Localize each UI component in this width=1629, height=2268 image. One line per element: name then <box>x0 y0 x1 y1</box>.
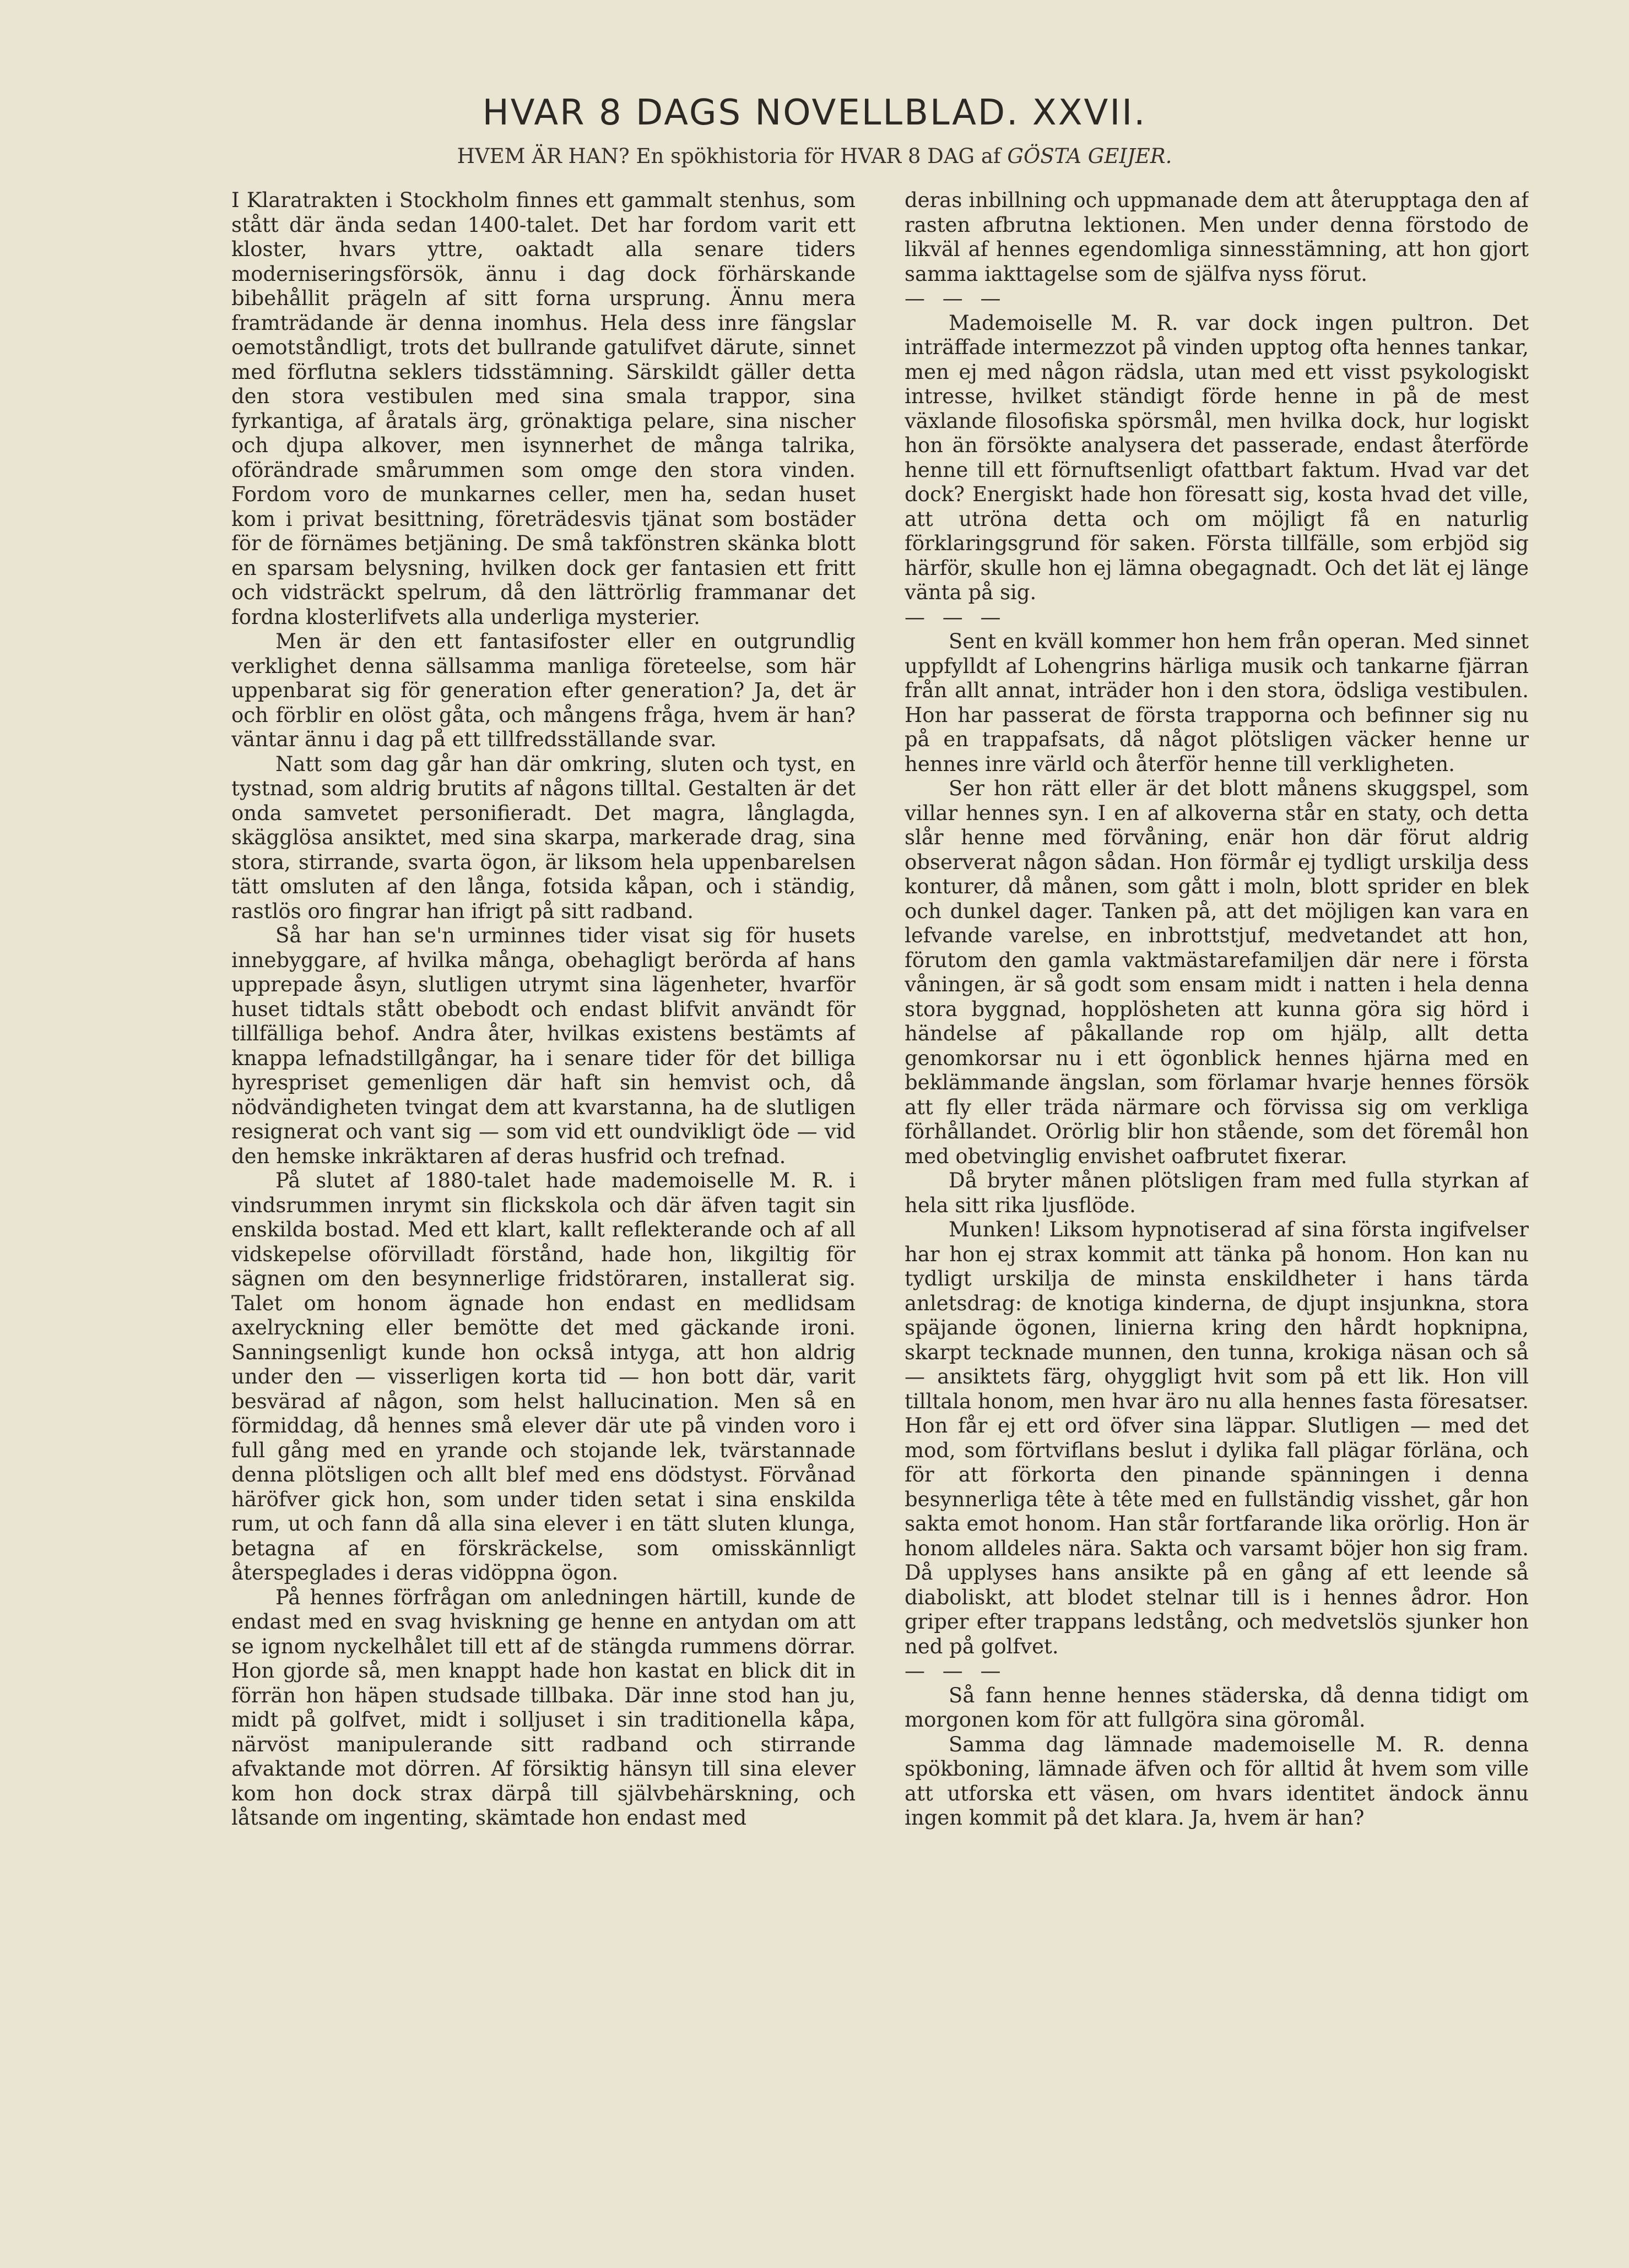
section-divider: — — — <box>905 286 1006 310</box>
paragraph: Då bryter månen plötsligen fram med fulla styrkan af hela sitt rika ljusflöde. <box>905 1169 1529 1217</box>
section-divider: — — — <box>905 1659 1006 1683</box>
paragraph: I Klaratrakten i Stockholm finnes ett gammalt stenhus, som stått där ända sedan 1400-talet. Det har fordom varit ett kloster, hvars yttre, oaktadt alla senare tiders moderniseringsförsök, ännu i dag dock förhärskande bibehållit prägeln af sitt forna ursprung. Ännu mera framträdande är denna inomhus. Hela dess inre fängslar oemotståndligt, trots det bullrande gatulifvet därute, sinnet med förflutna seklers tidsstämning. Särskildt gäller detta den stora vestibulen med sina smala trappor, sina fyrkantiga, af åratals ärg, grönaktiga pelare, sina nischer och djupa alkover, men isynnerhet de många talrika, oförändrade smårummen som omge den stora vinden. Fordom voro de munkarnes celler, men ha, sedan huset kom i privat besittning, företrädesvis tjänat som bostäder för de förnämes betjäning. De små takfönstren skänka blott en sparsam belysning, hvilken dock ger fantasien ett fritt och vidsträckt spelrum, då den lättrörlig frammanar det fordna klosterlifvets alla underliga mysterier. <box>231 188 856 629</box>
paragraph: Så fann henne hennes städerska, då denna tidigt om morgonen kom för att fullgöra sina göromål. <box>905 1683 1529 1732</box>
paragraph: På slutet af 1880-talet hade mademoiselle M. R. i vindsrummen inrymt sin flickskola och där äfven tagit sin enskilda bostad. Med ett klart, kallt reflekterande och af all vidskepelse oförvilladt förstånd, hade hon, likgiltig för sägnen om den besynnerlige fridstöraren, installerat sig. Talet om honom ägnade hon endast en medlidsam axelryckning eller bemötte det med gäckande ironi. Sanningsenligt kunde hon också intyga, att hon aldrig under den — visserligen korta tid — hon bott där, varit besvärad af någon, som helst hallucination. Men så en förmiddag, då hennes små elever där ute på vinden voro i full gång med en yrande och stojande lek, tvärstannade denna plötsligen och allt blef med ens dödstyst. Förvånad häröfver gick hon, som under tiden setat i sina enskilda rum, ut och fann då alla sina elever i en tätt sluten klunga, betagna af en förskräckelse, som omisskännligt återspeglades i deras vidöppna ögon. <box>231 1169 856 1585</box>
paragraph: Samma dag lämnade mademoiselle M. R. denna spökboning, lämnade äfven och för alltid åt hvem som ville att utforska ett väsen, om hvars identitet ändock ännu ingen kommit på det klara. Ja, hvem är han? <box>905 1732 1529 1830</box>
section-divider: — — — <box>905 605 1006 629</box>
story-heading <box>0 144 1629 168</box>
paragraph: Mademoiselle M. R. var dock ingen pultron. Det inträffade intermezzot på vinden upptog ofta hennes tankar, men ej med någon rädsla, utan med ett visst psykologiskt intresse, hvilket ständigt förde henne in på de mest växlande filosofiska spörsmål, men hvilka dock, hur logiskt hon än försökte analysera det passerade, endast återförde henne till ett förnuftsenligt ofattbart faktum. Hvad var det dock? Energiskt hade hon föresatt sig, kosta hvad det ville, att utröna detta och om möjligt få en naturlig förklaringsgrund för saken. Första tillfälle, som erbjöd sig härför, skulle hon ej lämna obegagnadt. Och det lät ej länge vänta på sig. <box>905 311 1529 604</box>
story-author: GÖSTA GEIJER. <box>1007 144 1172 168</box>
paragraph: Sent en kväll kommer hon hem från operan. Med sinnet uppfylldt af Lohengrins härliga musik och tankarne fjärran från allt annat, inträder hon i den stora, ödsliga vestibulen. Hon har passerat de första trapporna och befinner sig nu på en trappafsats, då något plötsligen väcker henne ur hennes inre värld och återför henne till verkligheten. <box>905 630 1529 776</box>
paragraph: Natt som dag går han där omkring, sluten och tyst, en tystnad, som aldrig brutits af någons tilltal. Gestalten är det onda samvetet personifieradt. Det magra, långlagda, skägglösa ansiktet, med sina skarpa, markerade drag, sina stora, stirrande, svarta ögon, är liksom hela uppenbarelsen tätt omsluten af den långa, fotsida kåpan, och i ständig, rastlös oro fingrar han ifrigt på sitt radband. <box>231 752 856 923</box>
article-column-left <box>231 188 856 2171</box>
paragraph: Så har han se'n urminnes tider visat sig för husets innebyggare, af hvilka många, obehagligt berörda af hans upprepade åsyn, slutligen utrymt sina lägenheter, hvarför huset tidtals stått obebodt och endast blifvit användt för tillfälliga behof. Andra åter, hvilkas existens bestämts af knappa lefnadstillgångar, ha i senare tider för det billiga hyrespriset gemenligen där haft sin hemvist och, då nödvändigheten tvingat dem att kvarstanna, ha de slutligen resignerat och vant sig — som vid ett oundvikligt öde — vid den hemske inkräktaren af deras husfrid och trefnad. <box>231 924 856 1168</box>
article-column-right <box>905 188 1529 2171</box>
paragraph: På hennes förfrågan om anledningen härtill, kunde de endast med en svag hviskning ge henne en antydan om att se ignom nyckelhålet till ett af de stängda rummens dörrar. Hon gjorde så, men knappt hade hon kastat en blick dit in förrän hon häpen studsade tillbaka. Där inne stod han ju, midt på golfvet, midt i solljuset i sin traditionella kåpa, närvöst manipulerande sitt radband och stirrande afvaktande mot dörren. Af försiktig hänsyn till sina elever kom hon dock strax därpå till självbehärskning, och låtsande om ingenting, skämtade hon endast med <box>231 1585 856 1830</box>
page-title: HVAR 8 DAGS NOVELLBLAD. XXVII. <box>482 93 1147 133</box>
story-heading-text: HVEM ÄR HAN? En spökhistoria för HVAR 8 DAG af <box>457 144 1008 168</box>
paragraph: deras inbillning och uppmanade dem att återupptaga den af rasten afbrutna lektionen. Men under denna förstodo de likväl af hennes egendomliga sinnesstämning, att hon gjort samma iakttagelse som de själfva nyss förut. <box>905 188 1529 286</box>
paragraph: Men är den ett fantasifoster eller en outgrundlig verklighet denna sällsamma manliga företeelse, som här uppenbarat sig för generation efter generation? Ja, det är och förblir en olöst gåta, och mångens fråga, hvem är han? väntar ännu i dag på ett tillfredsställande svar. <box>231 630 856 751</box>
paragraph: Ser hon rätt eller är det blott månens skuggspel, som villar hennes syn. I en af alkoverna står en staty, och detta slår henne med förvåning, enär hon där förut aldrig observerat någon sådan. Hon förmår ej tydligt urskilja dess konturer, då månen, som gått i moln, blott sprider en blek och dunkel dager. Tanken på, att det möjligen kan vara en lefvande varelse, en inbrottstjuf, medvetandet att hon, förutom den gamla vaktmästarefamiljen där nere i första våningen, är så godt som ensam midt i natten i hela denna stora byggnad, hopplösheten att kunna göra sig hörd i händelse af påkallande rop om hjälp, allt detta genomkorsar nu i ett ögonblick hennes hjärna med en beklämmande ängslan, som förlamar hvarje hennes försök att fly eller träda närmare och förvissa sig om verkliga förhållandet. Orörlig blir hon stående, som det föremål hon med obetvinglig envishet oafbrutet fixerar. <box>905 777 1529 1168</box>
paragraph: Munken! Liksom hypnotiserad af sina första ingifvelser har hon ej strax kommit att tänka på honom. Hon kan nu tydligt urskilja de minsta enskildheter i hans tärda anletsdrag: de knotiga kinderna, de djupt insjunkna, stora späjande ögonen, linierna kring den hårdt hopknipna, skarpt tecknade munnen, den tunna, krokiga näsan och så — ansiktets färg, ohyggligt hvit som på ett lik. Hon vill tilltala honom, men hvar äro nu alla hennes fasta föresatser. Hon får ej ett ord öfver sina läppar. Slutligen — med det mod, som förtviflans beslut i dylika fall plägar förläna, och för att förkorta den pinande spänningen i denna besynnerliga tête à tête med en fullständig visshet, går hon sakta emot honom. Han står fortfarande lika orörlig. Hon är honom alldeles nära. Sakta och varsamt böjer hon sig fram. Då upplyses hans ansikte på en gång af ett leende så diaboliskt, att blodet stelnar till is i hennes ådror. Hon griper efter trappans ledstång, och medvetslös sjunker hon ned på golfvet. <box>905 1218 1529 1658</box>
